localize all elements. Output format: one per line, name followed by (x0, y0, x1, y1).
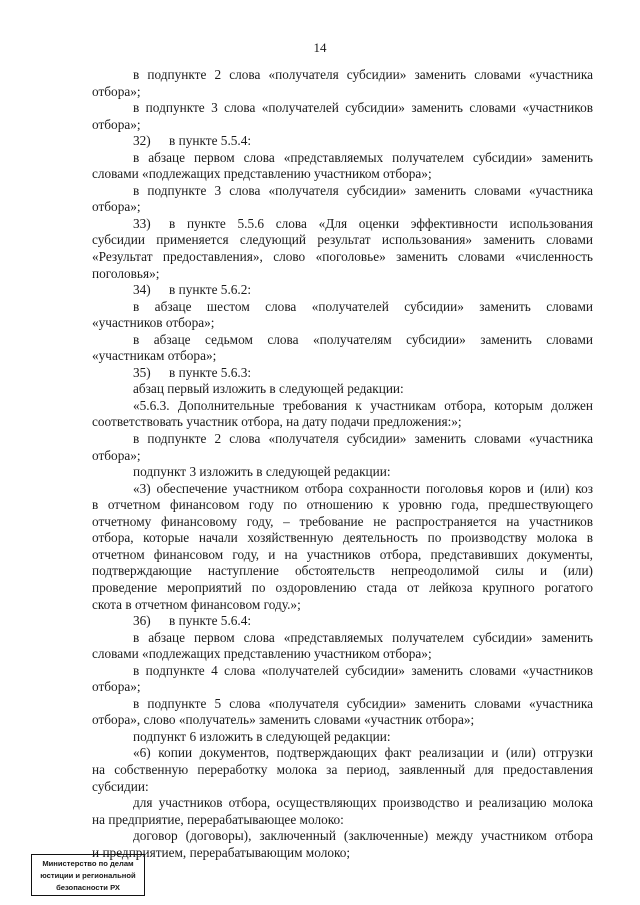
stamp-line-2: юстиции и региональной (40, 871, 136, 880)
item-number: 36) (133, 613, 151, 629)
text-line (92, 580, 593, 597)
text-line (92, 100, 593, 117)
text-line (92, 133, 593, 150)
line-text: «3) обеспечение участником отбора сохранности поголовья коров и (или) коз (133, 480, 593, 496)
line-text: в пункте 5.6.2: (169, 282, 252, 298)
text-line (92, 166, 593, 183)
line-text: субсидии применяется следующий результат использования» заменить словами (92, 232, 593, 248)
line-text: соответствовать участник отбора, на дату подачи предложения:»; (92, 414, 462, 430)
text-line (92, 563, 593, 580)
text-line (92, 464, 593, 481)
text-line (92, 646, 593, 663)
line-text: отбора»; (92, 199, 141, 215)
text-line (92, 249, 593, 266)
line-text: словами «подлежащих представлению участником отбора»; (92, 646, 432, 662)
line-text: отбора»; (92, 679, 141, 695)
line-text: отбора», слово «получатель» заменить словами «участник отбора»; (92, 712, 475, 728)
item-number: 33) (133, 215, 151, 231)
line-text: в подпункте 2 слова «получателя субсидии» заменить словами «участника (133, 67, 593, 82)
line-text: отчетном финансовом году, и на участников отбора, представивших документы, (92, 546, 593, 562)
line-text: проведение мероприятий по оздоровлению стада от лейкоза крупного рогатого (92, 579, 593, 595)
text-line (92, 663, 593, 680)
line-text: абзац первый изложить в следующей редакции: (133, 381, 404, 397)
line-text: подпункт 6 изложить в следующей редакции: (133, 728, 391, 744)
text-line (92, 514, 593, 531)
text-line (92, 183, 593, 200)
line-text: в пункте 5.6.4: (169, 613, 252, 629)
item-number: 35) (133, 364, 151, 380)
line-text: отбора, которые начали хозяйственную деятельность по производству молока в (92, 530, 593, 546)
line-text: в абзаце первом слова «представляемых получателем субсидии» заменить (133, 149, 593, 165)
line-text: отбора»; (92, 447, 141, 463)
line-text: поголовья»; (92, 265, 160, 281)
item-number: 34) (133, 282, 151, 298)
text-line (92, 266, 593, 283)
line-text: в абзаце шестом слова «получателей субсидии» заменить словами (133, 298, 593, 314)
text-line (92, 414, 593, 431)
line-text: на предприятие, перерабатывающее молоко: (92, 811, 344, 827)
line-text: отбора»; (92, 83, 141, 99)
text-line (92, 497, 593, 514)
line-text: отбора»; (92, 116, 141, 132)
page-number: 14 (313, 40, 327, 55)
text-line (92, 199, 593, 216)
text-line (92, 448, 593, 465)
text-line (92, 381, 593, 398)
text-line (92, 547, 593, 564)
text-line (92, 613, 593, 630)
line-text: подпункт 3 изложить в следующей редакции: (133, 464, 391, 480)
line-text: «5.6.3. Дополнительные требования к участникам отбора, которым должен (133, 397, 593, 413)
line-text: в абзаце седьмом слова «получателям субсидии» заменить словами (133, 331, 593, 347)
text-line (92, 745, 593, 762)
line-text: словами «подлежащих представлению участником отбора»; (92, 166, 432, 182)
line-text: и предприятием, перерабатывающим молоко; (92, 844, 351, 860)
text-line (92, 481, 593, 498)
line-text: в подпункте 3 слова «получателя субсидии» заменить словами «участника (133, 182, 593, 198)
line-text: в пункте 5.5.6 слова «Для оценки эффективности использования (169, 215, 593, 231)
text-line (92, 729, 593, 746)
text-line (92, 150, 593, 167)
text-line (92, 232, 593, 249)
text-line (92, 597, 593, 614)
text-line (92, 712, 593, 729)
text-line (92, 67, 593, 84)
text-line (92, 762, 593, 779)
line-text: «участников отбора»; (92, 315, 215, 331)
line-text: в отчетном финансовом году по отношению к уровню года, предшествующего (92, 497, 593, 513)
line-text: на собственную переработку молока за период, заявленный для предоставления (92, 761, 593, 777)
line-text: подтверждающие наступление обстоятельств непреодолимой силы и (или) (92, 563, 593, 579)
text-line (92, 332, 593, 349)
text-line (92, 530, 593, 547)
line-text: «участникам отбора»; (92, 348, 217, 364)
text-line (92, 398, 593, 415)
line-text: в подпункте 3 слова «получателей субсидии» заменить словами «участников (133, 100, 593, 116)
line-text: для участников отбора, осуществляющих производство и реализацию молока (133, 795, 593, 811)
text-line (92, 630, 593, 647)
text-line (92, 845, 593, 862)
text-line (92, 696, 593, 713)
text-line (92, 299, 593, 316)
line-text: в подпункте 5 слова «получателя субсидии» заменить словами «участника (133, 695, 593, 711)
text-line (92, 365, 593, 382)
line-text: скота в отчетном финансовом году.»; (92, 596, 301, 612)
text-line (92, 795, 593, 812)
line-text: «Результат предоставления», слово «поголовье» заменить словами «численность (92, 249, 593, 265)
line-text: в абзаце первом слова «представляемых получателем субсидии» заменить (133, 629, 593, 645)
stamp-line-1: Министерство по делам (42, 859, 134, 868)
line-text: субсидии: (92, 778, 149, 794)
line-text: в подпункте 4 слова «получателей субсидии» заменить словами «участников (133, 662, 593, 678)
text-line (92, 812, 593, 829)
text-line (92, 348, 593, 365)
line-text: «6) копии документов, подтверждающих факт реализации и (или) отгрузки (133, 745, 593, 761)
line-text: отчетному финансовому году, – требование не распространяется на участников (92, 513, 593, 529)
stamp-line-3: безопасности РХ (56, 883, 120, 892)
text-line (92, 282, 593, 299)
text-line (92, 315, 593, 332)
line-text: договор (договоры), заключенный (заключенные) между участником отбора (133, 828, 593, 844)
line-text: в пункте 5.6.3: (169, 364, 252, 380)
line-text: в пункте 5.5.4: (169, 133, 252, 149)
registration-stamp (31, 854, 145, 896)
text-line (92, 679, 593, 696)
text-line (92, 828, 593, 845)
text-line (92, 84, 593, 101)
text-line (92, 216, 593, 233)
text-line (92, 431, 593, 448)
text-line (92, 117, 593, 134)
document-body (92, 67, 593, 861)
item-number: 32) (133, 133, 151, 149)
line-text: в подпункте 2 слова «получателя субсидии» заменить словами «участника (133, 431, 593, 447)
text-line (92, 779, 593, 796)
